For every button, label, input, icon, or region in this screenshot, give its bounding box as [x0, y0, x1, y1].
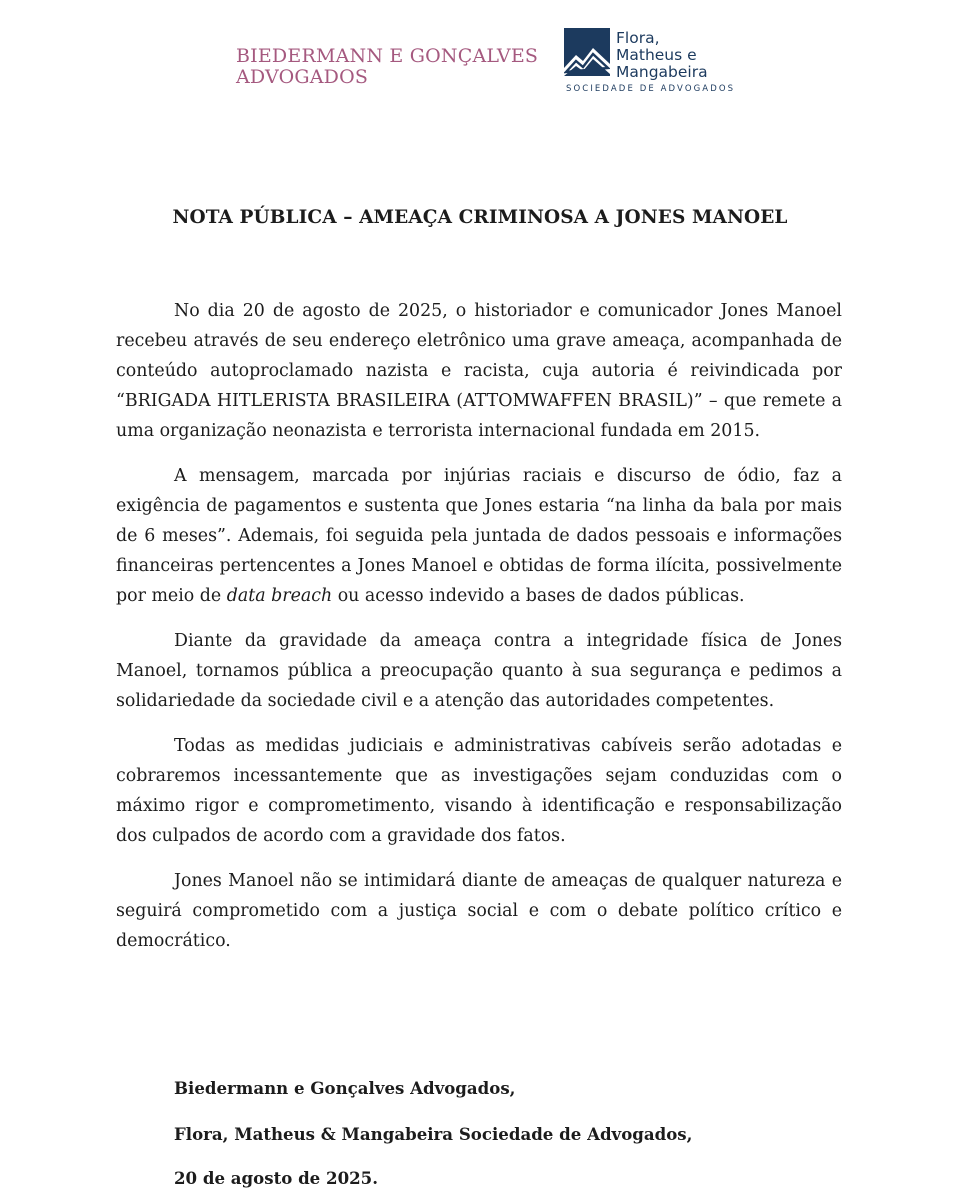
signature-date: 20 de agosto de 2025.	[174, 1168, 378, 1188]
document-body	[116, 296, 842, 971]
left-logo-line1: BIEDERMANN E GONÇALVES	[236, 45, 539, 67]
right-logo-name-line1: Flora,	[616, 29, 660, 47]
paragraph-2-text-b: ou acesso indevido a bases de dados públicas.	[332, 586, 745, 606]
signature-line-2: Flora, Matheus & Mangabeira Sociedade de Advogados,	[174, 1124, 693, 1144]
biedermann-goncalves-logo	[236, 45, 546, 87]
document-title: NOTA PÚBLICA – AMEAÇA CRIMINOSA A JONES MANOEL	[172, 207, 788, 228]
right-logo-name-line2: Matheus e	[616, 46, 697, 64]
paragraph-4: Todas as medidas judiciais e administrativas cabíveis serão adotadas e cobraremos incessantemente que as investigações sejam conduzidas com o máximo rigor e comprometimento, visando à identificação e responsabilização dos culpados de acordo com a gravidade dos fatos.	[116, 736, 842, 846]
flora-matheus-mangabeira-logo	[564, 28, 734, 98]
paragraph-3: Diante da gravidade da ameaça contra a integridade física de Jones Manoel, tornamos pública a preocupação quanto à sua segurança e pedimos a solidariedade da sociedade civil e a atenção das autoridades competentes.	[116, 631, 842, 711]
signature-line-1: Biedermann e Gonçalves Advogados,	[174, 1078, 516, 1098]
right-logo-subtitle: SOCIEDADE DE ADVOGADOS	[566, 84, 736, 94]
mountain-logo-icon	[564, 28, 610, 76]
paragraph-5: Jones Manoel não se intimidará diante de ameaças de qualquer natureza e seguirá comprometido com a justiça social e com o debate político crítico e democrático.	[116, 871, 842, 951]
left-logo-line2: ADVOGADOS	[236, 66, 369, 88]
paragraph-2	[116, 461, 842, 611]
paragraph-2-italic-term: data breach	[226, 586, 333, 606]
paragraph-1: No dia 20 de agosto de 2025, o historiador e comunicador Jones Manoel recebeu através de seu endereço eletrônico uma grave ameaça, acompanhada de conteúdo autoproclamado nazista e racista, cuja autoria é reivindicada por “BRIGADA HITLERISTA BRASILEIRA (ATTOMWAFFEN BRASIL)” – que remete a uma organização neonazista e terrorista internacional fundada em 2015.	[116, 301, 842, 441]
right-logo-name	[616, 30, 708, 81]
paragraph-2-text-a: A mensagem, marcada por injúrias raciais e discurso de ódio, faz a exigência de pagamentos e sustenta que Jones estaria “na linha da bala por mais de 6 meses”. Ademais, foi seguida pela juntada de dados pessoais e informações financeiras pertencentes a Jones Manoel e obtidas de forma ilícita, possivelmente por meio de	[116, 466, 842, 606]
right-logo-name-line3: Mangabeira	[616, 63, 708, 81]
